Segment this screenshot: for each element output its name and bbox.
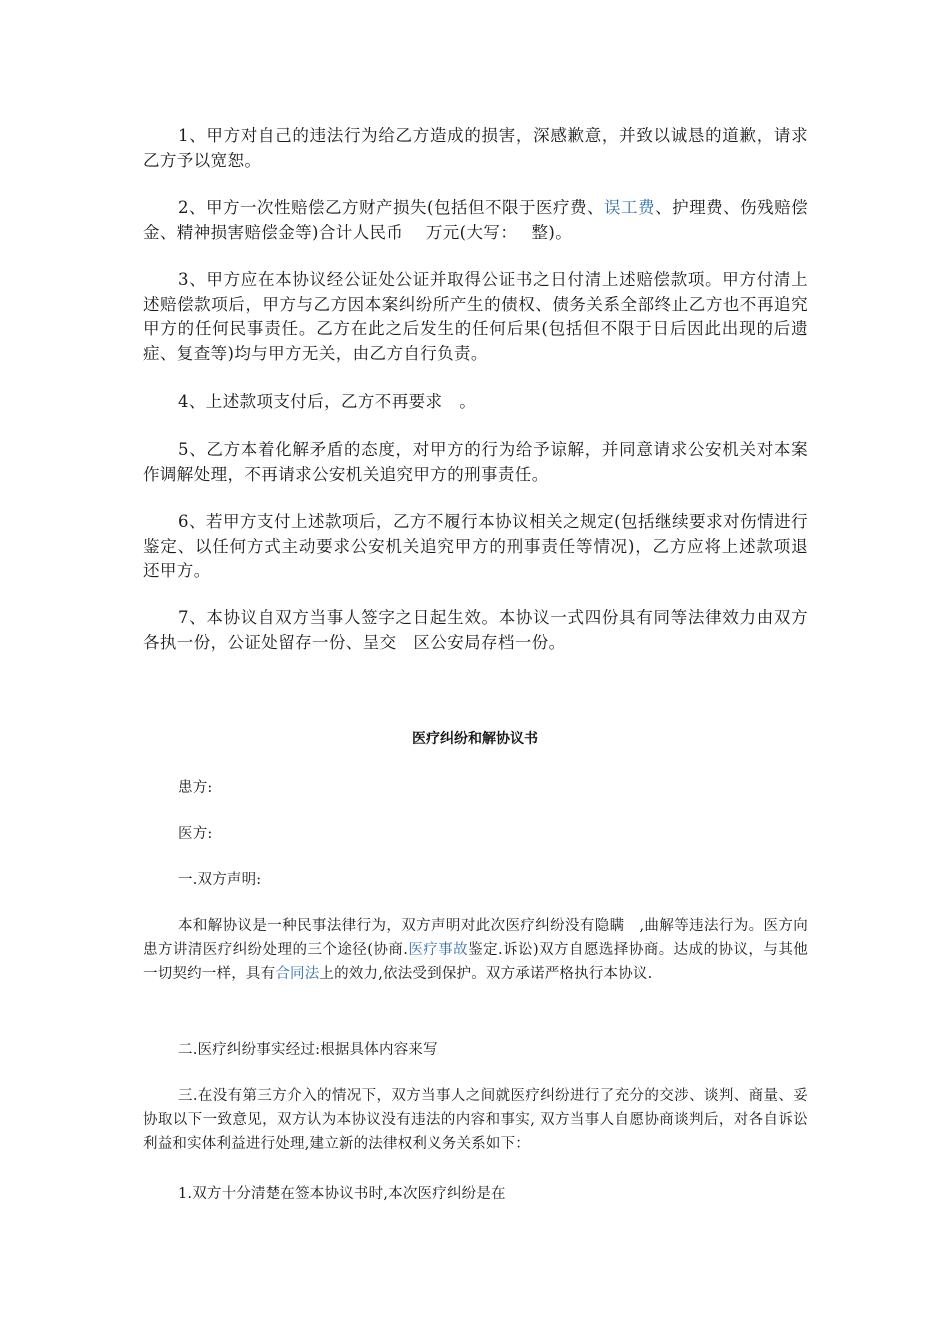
lost-wages-link[interactable]: 误工费 bbox=[604, 198, 656, 217]
clause-1: 1、甲方对自己的违法行为给乙方造成的损害，深感歉意，并致以诚恳的道歉，请求乙方予以宽恕。 bbox=[143, 126, 808, 170]
clause-2 bbox=[143, 196, 808, 245]
clause-6: 6、若甲方支付上述款项后，乙方不履行本协议相关之规定(包括继续要求对伤情进行鉴定、以任何方式主动要求公安机关追究甲方的刑事责任等情况)，乙方应将上述款项退还甲方。 bbox=[143, 512, 808, 580]
clause-3: 3、甲方应在本协议经公证处公证并取得公证书之日付清上述赔偿款项。甲方付清上述赔偿款项后，甲方与乙方因本案纠纷所产生的债权、债务关系全部终止乙方也不再追究甲方的任何民事责任。乙方在此之后发生的任何后果(包括但不限于日后因此出现的后遗症、复查等)均与甲方无关，由乙方自行负责。 bbox=[143, 270, 808, 363]
contract-law-link[interactable]: 合同法 bbox=[275, 966, 320, 982]
clause-5: 5、乙方本着化解矛盾的态度，对甲方的行为给予谅解，并同意请求公安机关对本案作调解处理，不再请求公安机关追究甲方的刑事责任。 bbox=[143, 440, 808, 484]
declaration-text-a: 本和解协议是一种民事法律行为，双方声明对此次医疗纠纷没有隐瞒 ,曲解等违法行为。医方向患方讲清医疗纠纷处理的三个途径(协商. bbox=[143, 918, 808, 958]
clause-7: 7、本协议自双方当事人签字之日起生效。本协议一式四份具有同等法律效力由双方各执一份，公证处留存一份、呈交 区公安局存档一份。 bbox=[143, 608, 808, 652]
section-3: 三.在没有第三方介入的情况下，双方当事人之间就医疗纠纷进行了充分的交涉、谈判、商量、妥协取以下一致意见，双方认为本协议没有违法的内容和事实, 双方当事人自愿协商谈判后，对各自诉讼利益和实体利益进行处理,建立新的法律权利义务关系如下： bbox=[143, 1088, 808, 1152]
patient-party: 患方: bbox=[178, 780, 213, 796]
agreement-title: 医疗纠纷和解协议书 bbox=[412, 731, 538, 747]
clause-2-text-b: 、护理费、伤残赔偿金、精神损害赔偿金等)合计人民币 万元(大写： 整)。 bbox=[143, 198, 808, 242]
declaration-paragraph bbox=[143, 914, 808, 986]
medical-accident-link[interactable]: 医疗事故 bbox=[408, 942, 469, 958]
clause-2-text-a: 2、甲方一次性赔偿乙方财产损失(包括但不限于医疗费、 bbox=[178, 198, 605, 217]
section-3-item-1: 1.双方十分清楚在签本协议书时,本次医疗纠纷是在 bbox=[178, 1186, 506, 1202]
section-1-heading: 一.双方声明: bbox=[178, 872, 262, 888]
declaration-text-b: 鉴定.诉讼)双方自愿选择协商。达成的协议，与其他一切契约一样，具有 bbox=[143, 942, 808, 982]
clause-4: 4、上述款项支付后，乙方不再要求 。 bbox=[178, 392, 477, 411]
hospital-party: 医方: bbox=[178, 826, 213, 842]
section-2: 二.医疗纠纷事实经过:根据具体内容来写 bbox=[178, 1042, 438, 1058]
declaration-text-c: 上的效力,依法受到保护。双方承诺严格执行本协议. bbox=[319, 966, 653, 982]
